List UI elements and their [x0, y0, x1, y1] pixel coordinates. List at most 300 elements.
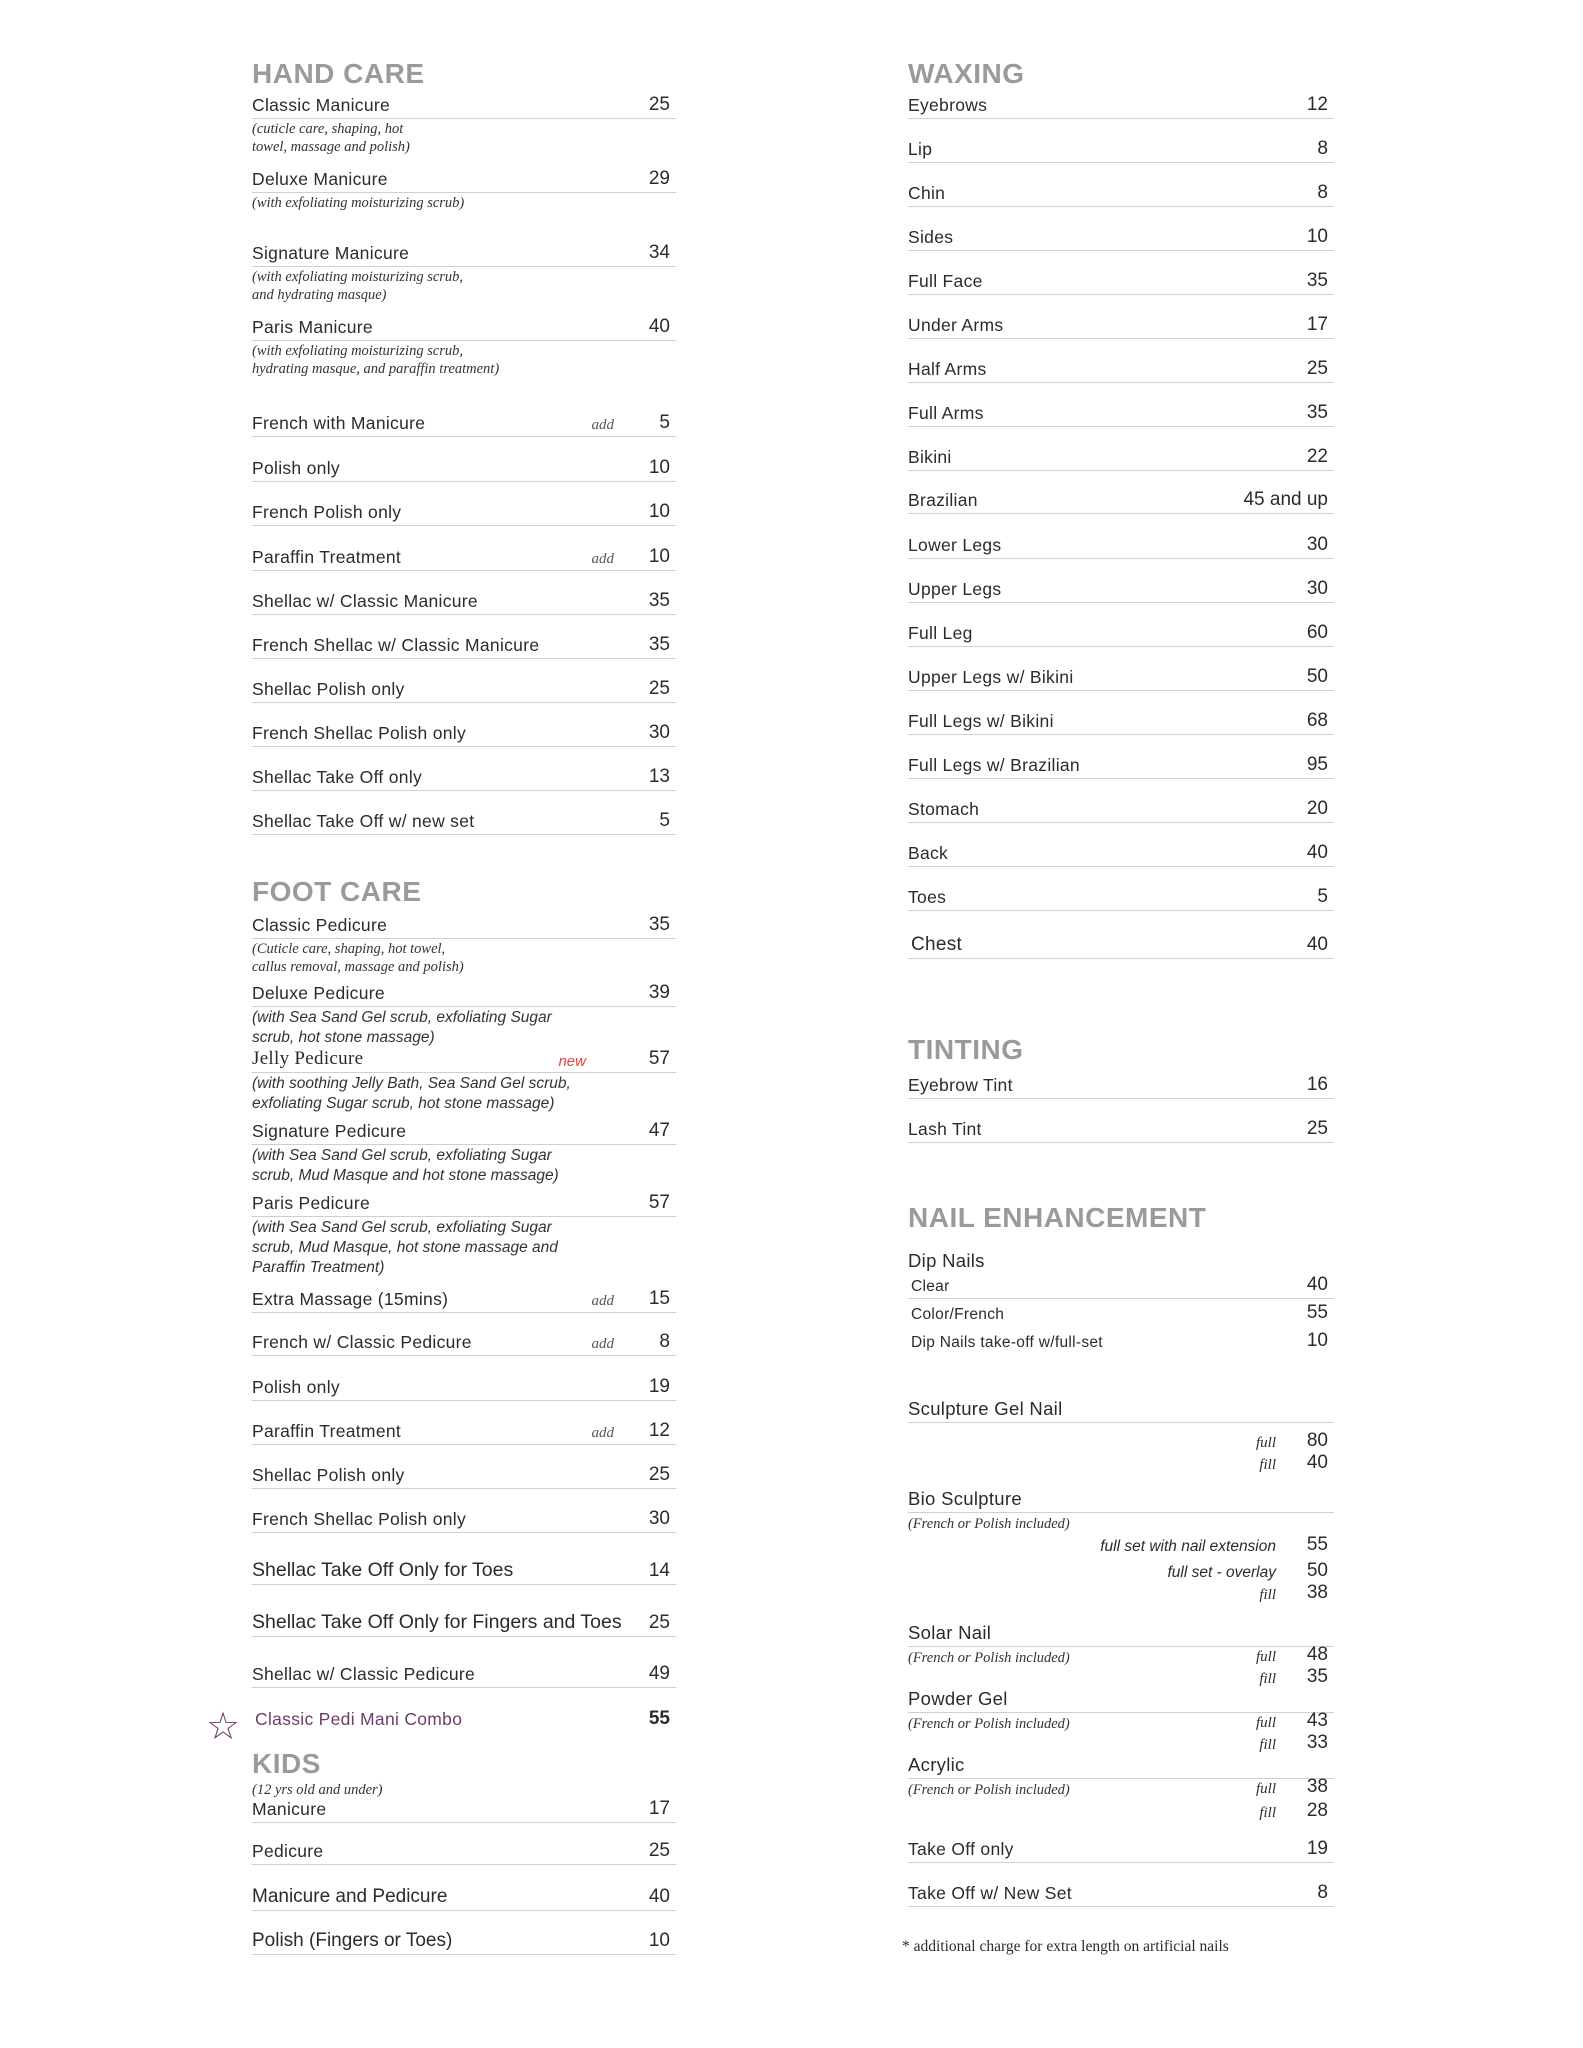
section-heading-foot-care: FOOT CARE	[252, 876, 422, 907]
menu-item	[252, 1422, 676, 1445]
group-title: Sculpture Gel Nail	[908, 1398, 1063, 1419]
powder-gel-title	[908, 1690, 1334, 1713]
service-price: 25	[648, 678, 670, 699]
dip-item-name: Dip Nails take-off w/full-set	[911, 1334, 1103, 1351]
price-option-label: full	[1255, 1649, 1276, 1665]
menu-item-row	[908, 668, 1334, 691]
dip-item-name: Clear	[911, 1278, 950, 1295]
service-name: Shellac w/ Classic Pedicure	[252, 1664, 476, 1684]
service-description: (Cuticle care, shaping, hot towel, callus removal, massage and polish)	[252, 941, 464, 975]
bio-sculpture-title	[908, 1490, 1334, 1513]
menu-item-row	[252, 1050, 676, 1073]
menu-item-row	[252, 1611, 676, 1637]
kids-age-note: (12 yrs old and under)	[252, 1782, 383, 1798]
service-price: 68	[1306, 710, 1328, 731]
take-off-row	[908, 1884, 1334, 1907]
service-price: 30	[1306, 534, 1328, 555]
service-price: 25	[1306, 358, 1328, 379]
menu-item	[908, 888, 1334, 911]
menu-item	[908, 800, 1334, 823]
price-option-row	[908, 1802, 1334, 1824]
service-price: 49	[648, 1663, 670, 1684]
service-price: 25	[648, 1464, 670, 1485]
menu-item	[252, 680, 676, 703]
service-name: Extra Massage (15mins)	[252, 1289, 449, 1309]
service-price: 15	[648, 1288, 670, 1309]
menu-item	[252, 592, 676, 615]
menu-item	[908, 140, 1334, 163]
service-price: 10	[1306, 226, 1328, 247]
price-option-label: full set with nail extension	[1100, 1538, 1276, 1555]
menu-item-row	[908, 360, 1334, 383]
service-name: Full Legs w/ Brazilian	[908, 755, 1080, 775]
price-option-row	[908, 1668, 1334, 1690]
menu-item	[908, 844, 1334, 867]
menu-item	[252, 1050, 676, 1114]
price-option-row	[908, 1646, 1334, 1668]
service-price: 30	[1306, 578, 1328, 599]
service-name: Paris Pedicure	[252, 1193, 371, 1213]
group-note: (French or Polish included)	[908, 1782, 1070, 1798]
solar-nail-title	[908, 1624, 1334, 1647]
group-title: Powder Gel	[908, 1688, 1008, 1709]
menu-item-row	[252, 170, 676, 193]
menu-item	[252, 1466, 676, 1489]
section-heading-hand-care: HAND CARE	[252, 58, 425, 89]
service-price: 8	[659, 1331, 670, 1352]
service-price: 8	[1317, 1882, 1328, 1903]
service-name: Deluxe Manicure	[252, 169, 388, 189]
menu-item-row	[252, 503, 676, 526]
price-option-label: full	[1255, 1715, 1276, 1731]
service-name: Lash Tint	[908, 1119, 982, 1139]
service-price: 35	[1306, 402, 1328, 423]
menu-item-row	[908, 272, 1334, 295]
menu-item-row	[908, 844, 1334, 867]
group-note: (French or Polish included)	[908, 1650, 1070, 1666]
price-option-label: full set - overlay	[1167, 1564, 1276, 1581]
service-price: 30	[648, 1508, 670, 1529]
service-price: 8	[1317, 182, 1328, 203]
add-on-tag: add	[591, 1336, 614, 1352]
service-price: 50	[1306, 666, 1328, 687]
menu-item-row	[252, 768, 676, 791]
service-name: Full Face	[908, 271, 983, 291]
service-price: 19	[1306, 1838, 1328, 1859]
service-name: Lip	[908, 139, 933, 159]
take-off-item	[908, 1840, 1334, 1863]
menu-item	[252, 1888, 676, 1911]
menu-item	[252, 1559, 676, 1585]
menu-item-row	[252, 548, 676, 571]
service-name: French Shellac Polish only	[252, 1509, 467, 1529]
menu-item	[252, 984, 676, 1048]
service-price: 12	[648, 1420, 670, 1441]
menu-item-row	[908, 756, 1334, 779]
acrylic-title	[908, 1756, 1334, 1779]
service-name: Full Arms	[908, 403, 984, 423]
service-name: Take Off w/ New Set	[908, 1883, 1072, 1903]
service-name: Polish only	[252, 458, 340, 478]
service-price: 35	[648, 914, 670, 935]
artificial-nails-footnote: * additional charge for extra length on artificial nails	[902, 1938, 1229, 1955]
section-heading-tinting: TINTING	[908, 1034, 1024, 1065]
menu-item-row	[252, 1665, 676, 1688]
sculpture-gel-title	[908, 1400, 1334, 1423]
menu-item	[908, 712, 1334, 735]
menu-item	[252, 96, 676, 156]
menu-item	[252, 724, 676, 747]
service-price: 25	[648, 1612, 670, 1633]
add-on-tag: add	[591, 1293, 614, 1309]
service-description: (with exfoliating moisturizing scrub)	[252, 195, 465, 211]
menu-item	[252, 503, 676, 526]
price-option-value: 38	[1306, 1582, 1328, 1603]
service-description: (cuticle care, shaping, hot towel, massage and polish)	[252, 121, 410, 155]
menu-item-row	[908, 96, 1334, 119]
price-option-row	[908, 1584, 1334, 1606]
service-price: 40	[1306, 842, 1328, 863]
menu-item-row	[252, 1290, 676, 1313]
add-on-tag: add	[591, 1425, 614, 1441]
menu-item-row	[252, 636, 676, 659]
menu-item-row	[252, 1559, 676, 1585]
menu-item-row	[252, 318, 676, 341]
menu-item	[908, 184, 1334, 207]
price-option-value: 33	[1306, 1732, 1328, 1753]
menu-item	[252, 170, 676, 212]
menu-item-row	[252, 244, 676, 267]
section-heading-nail-enhancement: NAIL ENHANCEMENT	[908, 1202, 1207, 1233]
service-name: Upper Legs w/ Bikini	[908, 667, 1074, 687]
service-description: (with Sea Sand Gel scrub, exfoliating Sugar scrub, hot stone massage)	[252, 1009, 552, 1046]
service-name: French Polish only	[252, 502, 402, 522]
service-name: French Shellac w/ Classic Manicure	[252, 635, 540, 655]
service-name: Deluxe Pedicure	[252, 983, 385, 1003]
service-price: 45 and up	[1243, 489, 1328, 510]
group-title: Acrylic	[908, 1754, 965, 1775]
service-price: 47	[648, 1120, 670, 1141]
service-name: Half Arms	[908, 359, 987, 379]
price-option-label: full	[1255, 1435, 1276, 1451]
service-name: Shellac Polish only	[252, 679, 405, 699]
service-name: French with Manicure	[252, 413, 426, 433]
menu-item	[908, 491, 1334, 514]
add-on-tag: add	[591, 417, 614, 433]
menu-item-row	[252, 592, 676, 615]
service-description: (with Sea Sand Gel scrub, exfoliating Sugar scrub, Mud Masque, hot stone massage and Paraffin Treatment)	[252, 1219, 558, 1276]
price-option-label: fill	[1259, 1805, 1276, 1821]
menu-item-row	[252, 96, 676, 119]
menu-item	[252, 1290, 676, 1313]
menu-item	[908, 404, 1334, 427]
menu-item-row	[252, 1333, 676, 1356]
service-description: (with exfoliating moisturizing scrub, and hydrating masque)	[252, 269, 464, 303]
menu-item-row	[908, 800, 1334, 823]
service-price: 55	[648, 1708, 670, 1729]
price-option-row	[908, 1454, 1334, 1476]
menu-item-row	[908, 228, 1334, 251]
section-heading-kids: KIDS	[252, 1748, 321, 1779]
price-option-value: 48	[1306, 1644, 1328, 1665]
menu-item-row	[252, 1122, 676, 1145]
menu-item	[252, 1333, 676, 1356]
menu-item	[252, 1122, 676, 1186]
service-name: Back	[908, 843, 949, 863]
service-name: Take Off only	[908, 1839, 1014, 1859]
menu-item-row	[252, 680, 676, 703]
service-price: 17	[648, 1798, 670, 1819]
price-option-label: fill	[1259, 1457, 1276, 1473]
menu-item	[252, 1932, 676, 1955]
menu-item-row	[908, 888, 1334, 911]
menu-item	[252, 244, 676, 304]
menu-item	[252, 1378, 676, 1401]
service-name: Chest	[911, 934, 963, 955]
menu-item	[252, 414, 676, 437]
price-option-row	[908, 1432, 1334, 1454]
service-price: 35	[648, 634, 670, 655]
service-price: 95	[1306, 754, 1328, 775]
service-price: 40	[1306, 934, 1328, 955]
menu-item-row	[908, 316, 1334, 339]
service-name: French w/ Classic Pedicure	[252, 1332, 472, 1352]
service-price: 40	[648, 316, 670, 337]
menu-item-row	[252, 1378, 676, 1401]
price-option-value: 55	[1306, 1534, 1328, 1555]
price-option-label: fill	[1259, 1737, 1276, 1753]
menu-item-row	[908, 580, 1334, 603]
take-off-row	[908, 1840, 1334, 1863]
menu-item	[908, 448, 1334, 471]
service-price: 25	[648, 1840, 670, 1861]
service-price: 16	[1306, 1074, 1328, 1095]
menu-item-row	[252, 1842, 676, 1865]
dip-item-price: 55	[1306, 1302, 1328, 1323]
service-name: Full Legs w/ Bikini	[908, 711, 1054, 731]
dip-item	[908, 1332, 1334, 1354]
menu-item	[908, 668, 1334, 691]
dip-item-row	[908, 1304, 1334, 1326]
dip-item-row	[908, 1332, 1334, 1354]
menu-item	[252, 1611, 676, 1637]
service-price: 57	[648, 1048, 670, 1069]
service-name: French Shellac Polish only	[252, 723, 467, 743]
service-name: Classic Manicure	[252, 95, 391, 115]
price-option-value: 38	[1306, 1776, 1328, 1797]
service-name: Manicure	[252, 1799, 327, 1819]
service-name: Jelly Pedicure	[252, 1048, 364, 1069]
service-price: 5	[1317, 886, 1328, 907]
service-price: 10	[648, 457, 670, 478]
service-price: 39	[648, 982, 670, 1003]
dip-item-name: Color/French	[911, 1306, 1005, 1323]
menu-item	[252, 1665, 676, 1688]
service-price: 5	[659, 412, 670, 433]
menu-item	[908, 936, 1334, 959]
menu-item-row	[908, 936, 1334, 959]
dip-item-price: 40	[1306, 1274, 1328, 1295]
price-option-row	[908, 1734, 1334, 1756]
menu-item	[908, 1076, 1334, 1099]
price-option-value: 28	[1306, 1800, 1328, 1821]
menu-item-row	[252, 724, 676, 747]
service-price: 22	[1306, 446, 1328, 467]
service-name: Shellac Take Off w/ new set	[252, 811, 475, 831]
menu-item-row	[252, 916, 676, 939]
service-name: Signature Pedicure	[252, 1121, 407, 1141]
service-name: Shellac w/ Classic Manicure	[252, 591, 478, 611]
menu-item	[908, 360, 1334, 383]
service-name: Classic Pedi Mani Combo	[255, 1709, 463, 1729]
menu-item-row	[252, 1710, 676, 1732]
service-name: Toes	[908, 887, 947, 907]
menu-item	[252, 1800, 676, 1823]
group-note: (French or Polish included)	[908, 1716, 1070, 1732]
menu-item	[252, 636, 676, 659]
service-name: Paris Manicure	[252, 317, 373, 337]
add-on-tag: add	[591, 551, 614, 567]
menu-item	[908, 316, 1334, 339]
menu-item-row	[252, 414, 676, 437]
menu-item	[252, 1194, 676, 1278]
price-option-value: 43	[1306, 1710, 1328, 1731]
service-price: 29	[648, 168, 670, 189]
service-price: 13	[648, 766, 670, 787]
service-price: 17	[1306, 314, 1328, 335]
price-option-row	[908, 1778, 1334, 1800]
service-price: 12	[1306, 94, 1328, 115]
menu-item-row	[908, 184, 1334, 207]
group-title: Bio Sculpture	[908, 1488, 1022, 1509]
service-name: Signature Manicure	[252, 243, 410, 263]
price-option-value: 80	[1306, 1430, 1328, 1451]
menu-item-row	[252, 1800, 676, 1823]
menu-item	[908, 272, 1334, 295]
menu-item	[908, 1120, 1334, 1143]
menu-item-row	[252, 984, 676, 1007]
group-title: Solar Nail	[908, 1622, 992, 1643]
service-name: Full Leg	[908, 623, 973, 643]
service-name: Lower Legs	[908, 535, 1002, 555]
service-price: 25	[1306, 1118, 1328, 1139]
service-price: 35	[648, 590, 670, 611]
service-price: 25	[648, 94, 670, 115]
new-badge: new	[558, 1053, 586, 1070]
service-price: 35	[1306, 270, 1328, 291]
group-title: Dip Nails	[908, 1250, 985, 1271]
service-name: Upper Legs	[908, 579, 1002, 599]
service-name: Manicure and Pedicure	[252, 1886, 448, 1907]
service-name: Paraffin Treatment	[252, 1421, 402, 1441]
service-name: Chin	[908, 183, 946, 203]
menu-item	[252, 1842, 676, 1865]
take-off-item	[908, 1884, 1334, 1907]
service-price: 10	[648, 501, 670, 522]
service-price: 10	[648, 546, 670, 567]
menu-item-row	[908, 404, 1334, 427]
menu-item-row	[908, 140, 1334, 163]
price-option-row	[908, 1536, 1334, 1558]
price-option-value: 40	[1306, 1452, 1328, 1473]
menu-item	[908, 536, 1334, 559]
service-price: 40	[648, 1886, 670, 1907]
service-name: Eyebrow Tint	[908, 1075, 1013, 1095]
dip-item-price: 10	[1306, 1330, 1328, 1351]
menu-item-row	[908, 491, 1334, 514]
service-description: (with exfoliating moisturizing scrub, hydrating masque, and paraffin treatment)	[252, 343, 500, 377]
price-option-label: fill	[1259, 1671, 1276, 1687]
service-price: 20	[1306, 798, 1328, 819]
menu-item-row	[908, 448, 1334, 471]
service-name: Paraffin Treatment	[252, 547, 402, 567]
menu-item	[252, 916, 676, 976]
service-price: 30	[648, 722, 670, 743]
menu-item	[252, 459, 676, 482]
service-name: Bikini	[908, 447, 952, 467]
menu-item	[908, 624, 1334, 647]
service-price: 5	[659, 810, 670, 831]
dip-item	[908, 1276, 1334, 1299]
menu-item	[252, 318, 676, 378]
price-option-label: fill	[1259, 1587, 1276, 1603]
price-option-row	[908, 1562, 1334, 1584]
menu-item	[252, 812, 676, 835]
price-option-row	[908, 1712, 1334, 1734]
menu-item-row	[908, 536, 1334, 559]
menu-item-row	[252, 1510, 676, 1533]
menu-item-row	[252, 1194, 676, 1217]
menu-item-row	[908, 712, 1334, 735]
section-heading-waxing: WAXING	[908, 58, 1025, 89]
dip-nails-title	[908, 1252, 1334, 1274]
service-price: 34	[648, 242, 670, 263]
menu-item	[252, 1510, 676, 1533]
menu-item-row	[252, 1466, 676, 1489]
service-name: Shellac Take Off Only for Toes	[252, 1559, 514, 1581]
group-note: (French or Polish included)	[908, 1516, 1070, 1532]
service-name: Shellac Take Off Only for Fingers and Toes	[252, 1611, 622, 1633]
service-price: 57	[648, 1192, 670, 1213]
service-description: (with Sea Sand Gel scrub, exfoliating Sugar scrub, Mud Masque and hot stone massage)	[252, 1147, 559, 1184]
menu-item	[908, 228, 1334, 251]
menu-item	[252, 768, 676, 791]
menu-item-row	[252, 1422, 676, 1445]
price-option-label: full	[1255, 1781, 1276, 1797]
service-name: Shellac Take Off only	[252, 767, 423, 787]
menu-item-row	[252, 1932, 676, 1955]
service-description: (with soothing Jelly Bath, Sea Sand Gel scrub, exfoliating Sugar scrub, hot stone massage)	[252, 1075, 571, 1112]
dip-item-row	[908, 1276, 1334, 1299]
service-name: Classic Pedicure	[252, 915, 388, 935]
menu-item	[252, 1710, 676, 1732]
service-name: Under Arms	[908, 315, 1004, 335]
menu-item-row	[252, 1888, 676, 1911]
menu-item-row	[252, 812, 676, 835]
star-icon: ☆	[206, 1706, 241, 1748]
menu-item	[908, 756, 1334, 779]
service-name: Eyebrows	[908, 95, 988, 115]
service-price: 8	[1317, 138, 1328, 159]
service-price: 60	[1306, 622, 1328, 643]
menu-item	[908, 580, 1334, 603]
service-price: 10	[648, 1930, 670, 1951]
price-option-value: 35	[1306, 1666, 1328, 1687]
menu-item-row	[252, 459, 676, 482]
service-name: Stomach	[908, 799, 980, 819]
price-option-value: 50	[1306, 1560, 1328, 1581]
menu-item-row	[908, 1120, 1334, 1143]
